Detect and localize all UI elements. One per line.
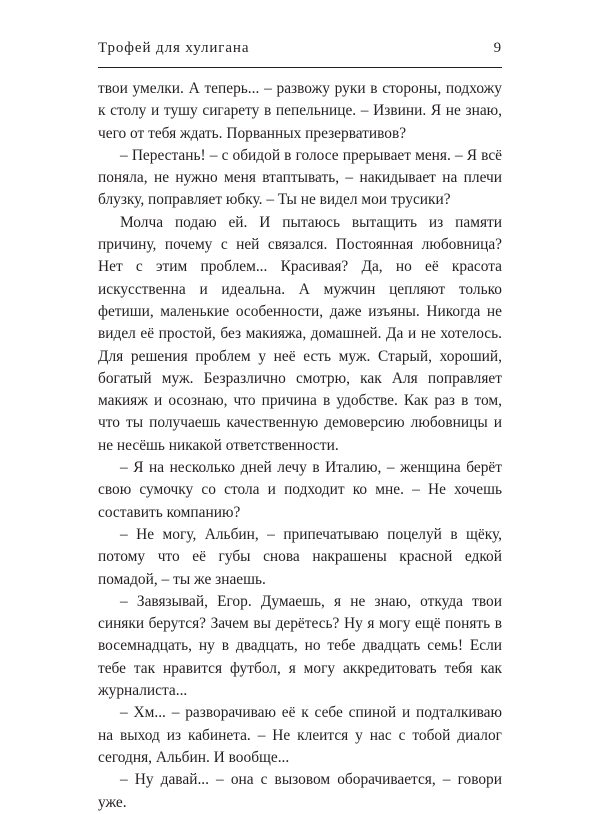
paragraph: – Завязывай, Егор. Думаешь, я не знаю, откуда твои синяки берутся? Зачем вы дерётесь? Ну я могу ещё понять в восемнадцать, ну в двадцать, но тебе двадцать семь! Если тебе так нравится футбол, я могу аккредитовать тебя как журналиста... xyxy=(98,592,502,700)
paragraph: – Ну давай... – она с вызовом оборачивается, – говори уже. xyxy=(98,771,502,811)
body-text xyxy=(98,78,502,814)
paragraph: – Хм... – разворачиваю её к себе спиной и подталкиваю на выход из кабинета. – Не клеится у нас с тобой диалог сегодня, Альбин. И вообще... xyxy=(98,704,502,766)
paragraph: – Я на несколько дней лечу в Италию, – женщина берёт свою сумочку со стола и подходит ко мне. – Не хочешь составить компанию? xyxy=(98,459,502,521)
paragraph: – Перестань! – с обидой в голосе прерывает меня. – Я всё поняла, не нужно меня втаптывать, – накидывает на плечи блузку, поправляет юбку. – Ты не видел мои трусики? xyxy=(98,146,502,209)
page-number: 9 xyxy=(493,40,502,56)
header-rule xyxy=(98,67,502,68)
paragraph: Молча подаю ей. И пытаюсь вытащить из памяти причину, почему с ней связался. Постоянная любовница? Нет с этим проблем... Красивая? Да, но её красота искусственна и идеальна. А мужчин цепляют только фетиши, маленькие особенности, даже изъяны. Никогда не видел её простой, без макияжа, домашней. Да и не хотелось. Для решения проблем у неё есть муж. Старый, хороший, богатый муж. Безразлично смотрю, как Аля поправляет макияж и осознаю, что причина в удобстве. Как раз в том, что ты получаешь качественную демоверсию любовницы и не несёшь никакой ответственности. xyxy=(98,213,502,454)
running-title: Трофей для хулигана xyxy=(98,40,250,56)
paragraph: твои умелки. А теперь... – развожу руки в стороны, подхожу к столу и тушу сигарету в пепельнице. – Извини. Я не знаю, чего от тебя ждать. Порванных презервативов? xyxy=(98,80,502,142)
paragraph: – Не могу, Альбин, – припечатываю поцелуй в щёку, потому что её губы снова накрашены красной едкой помадой, – ты же знаешь. xyxy=(98,525,502,588)
page-header xyxy=(98,40,502,62)
